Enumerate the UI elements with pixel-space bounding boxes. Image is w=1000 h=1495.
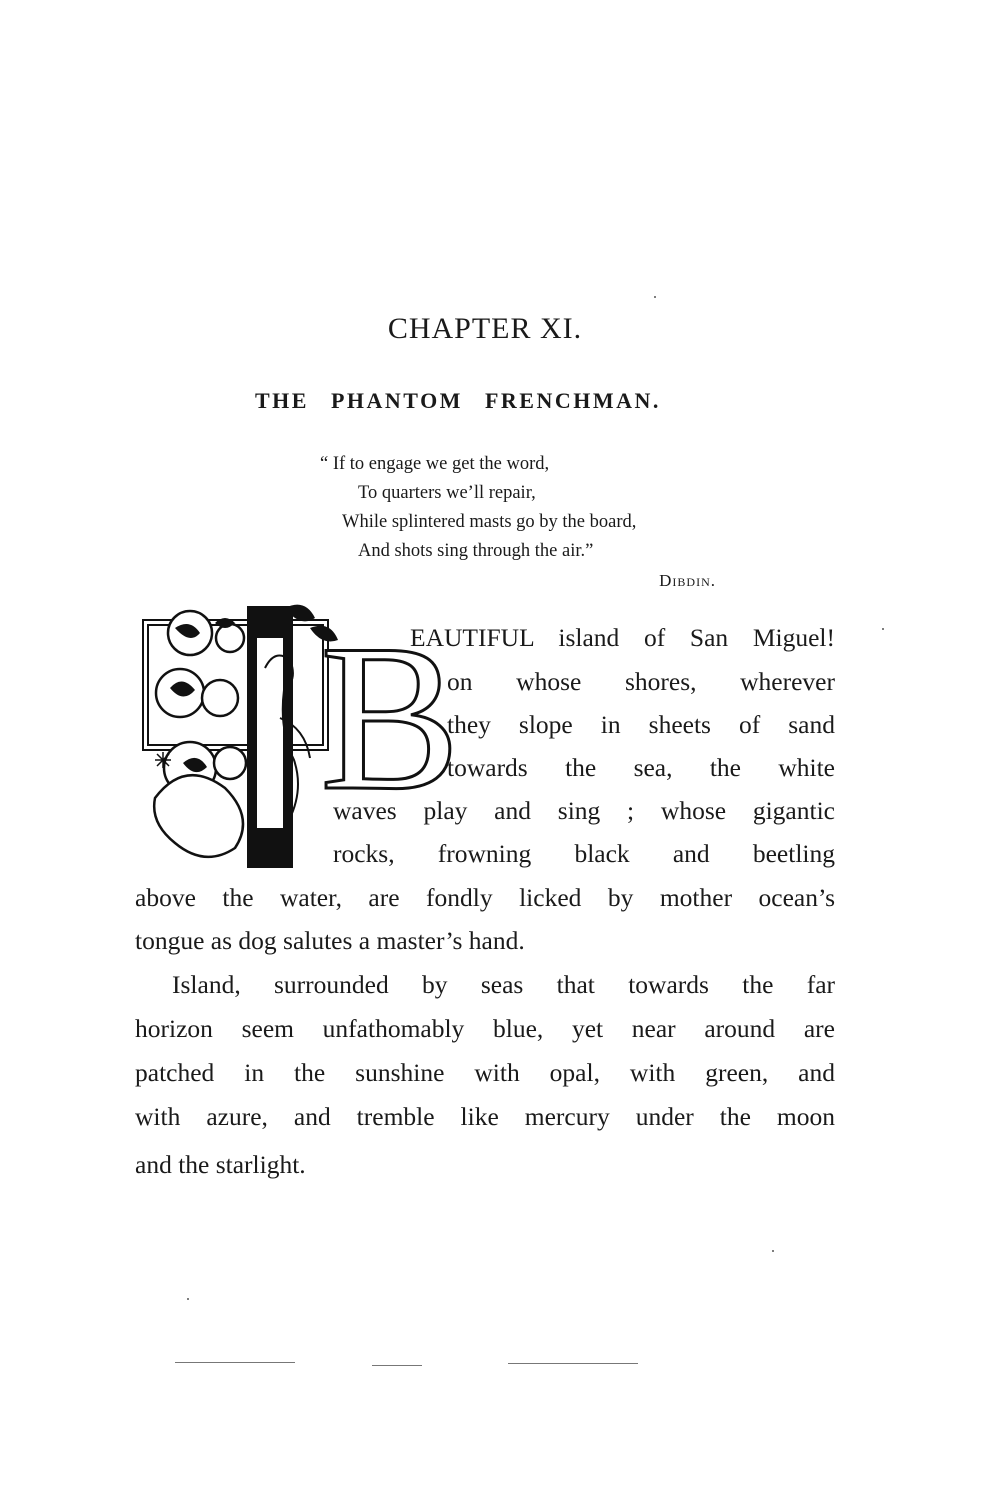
dropcap-letter: B	[320, 602, 461, 834]
scan-speck	[772, 1250, 774, 1252]
scan-speck	[508, 1363, 638, 1364]
paragraph-line: and the starlight.	[135, 1150, 306, 1179]
scan-speck	[175, 1362, 295, 1363]
paragraph-line: they slope in sheets of sand	[447, 710, 835, 739]
scan-speck	[187, 1298, 189, 1300]
paragraph-line: horizon seem unfathomably blue, yet near around are	[135, 1014, 835, 1043]
paragraph-line: waves play and sing ; whose gigantic	[333, 796, 835, 825]
epigraph-line: To quarters we’ll repair,	[358, 483, 536, 503]
paragraph-line: rocks, frowning black and beetling	[333, 839, 835, 868]
scan-speck	[654, 296, 656, 298]
paragraph-line: patched in the sunshine with opal, with green, and	[135, 1058, 835, 1087]
paragraph-line: EAUTIFUL island of San Miguel!	[410, 623, 835, 652]
paragraph-line: on whose shores, wherever	[447, 667, 835, 696]
paragraph-line: towards the sea, the white	[447, 753, 835, 782]
epigraph-attribution: Dibdin.	[659, 571, 716, 590]
epigraph-line: “ If to engage we get the word,	[320, 454, 550, 474]
paragraph-line: Island, surrounded by seas that towards the far	[172, 970, 835, 999]
scan-speck	[372, 1365, 422, 1366]
paragraph-line: with azure, and tremble like mercury under the moon	[135, 1102, 835, 1131]
epigraph-line: And shots sing through the air.”	[358, 541, 594, 561]
epigraph-line: While splintered masts go by the board,	[342, 512, 637, 532]
scan-speck	[882, 628, 884, 630]
dropcap-initial	[135, 598, 461, 873]
vine-leaf-icon	[154, 611, 246, 857]
chapter-number: CHAPTER XI.	[387, 312, 583, 345]
star-ornament-icon	[155, 752, 171, 768]
epigraph	[320, 450, 720, 595]
paragraph-line: tongue as dog salutes a master’s hand.	[135, 926, 525, 955]
paragraph-line: above the water, are fondly licked by mother ocean’s	[135, 883, 835, 912]
chapter-title: THE PHANTOM FRENCHMAN.	[255, 388, 661, 413]
